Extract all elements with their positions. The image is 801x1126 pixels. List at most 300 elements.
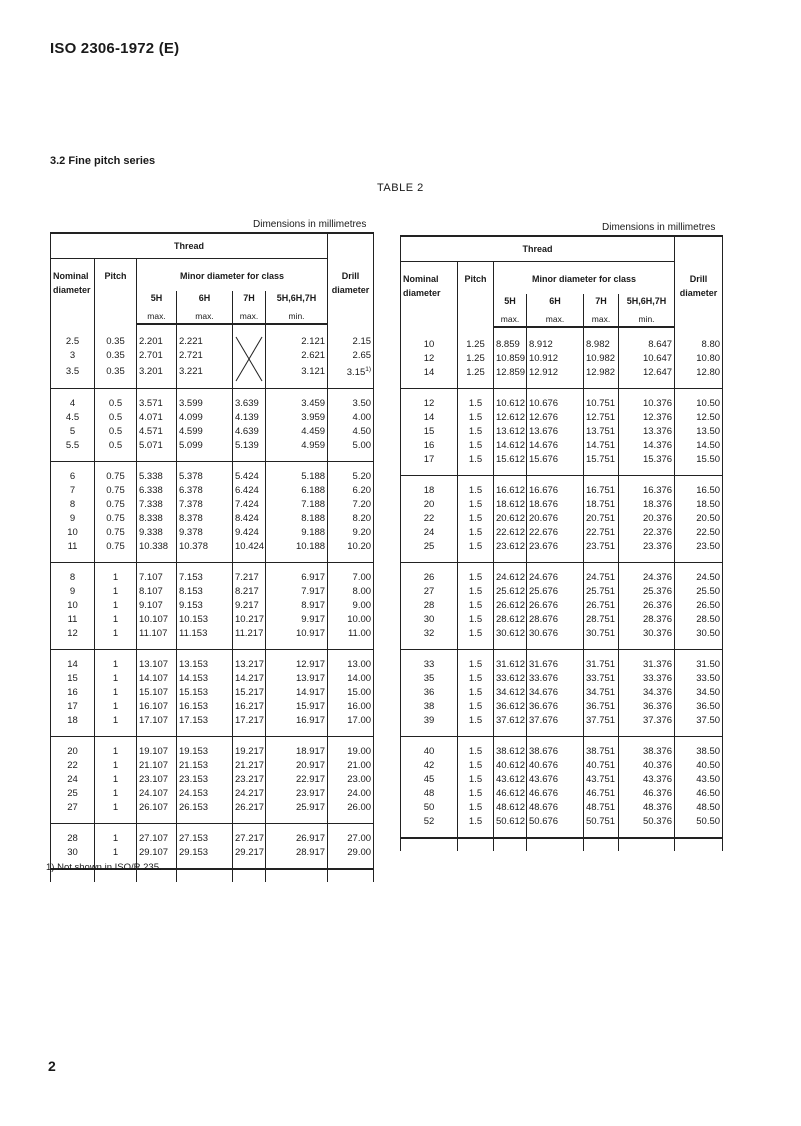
- nominal-diameter-cell: 11: [51, 613, 95, 627]
- minor-5h-cell: 10.859: [494, 352, 527, 366]
- nominal-diameter-cell: 50: [401, 801, 458, 815]
- drill-diameter-cell: 2.15: [328, 324, 374, 349]
- minor-5h6h7h-cell: 6.188: [266, 484, 328, 498]
- col-6h-header: 6H max.: [527, 294, 584, 327]
- minor-5h-cell: 26.107: [137, 801, 177, 824]
- pitch-cell: 1.5: [458, 815, 494, 838]
- nominal-diameter-cell: 4.5: [51, 411, 95, 425]
- minor-5h6h7h-cell: 26.376: [619, 599, 675, 613]
- drill-diameter-cell: 12.50: [675, 411, 723, 425]
- minor-5h-cell: 4.071: [137, 411, 177, 425]
- minor-5h6h7h-cell: 15.917: [266, 700, 328, 714]
- table-row: [51, 512, 374, 526]
- pitch-cell: 0.75: [95, 526, 137, 540]
- minor-5h6h7h-cell: 3.959: [266, 411, 328, 425]
- minor-7h-cell: 5.139: [233, 439, 266, 462]
- minor-7h-cell: 7.217: [233, 563, 266, 586]
- minor-5h-cell: 2.701: [137, 349, 177, 363]
- minor-7h-cell: 13.751: [584, 425, 619, 439]
- nominal-diameter-cell: 14: [51, 650, 95, 673]
- nominal-diameter-cell: 45: [401, 773, 458, 787]
- minor-5h6h7h-cell: 26.917: [266, 824, 328, 847]
- minor-7h-cell: 24.751: [584, 563, 619, 586]
- drill-diameter-cell: 3.15$^{1)}$: [328, 363, 374, 389]
- minor-5h6h7h-cell: 38.376: [619, 737, 675, 760]
- nominal-diameter-cell: 22: [401, 512, 458, 526]
- minor-6h-cell: 27.153: [177, 824, 233, 847]
- minor-7h-cell: 18.751: [584, 498, 619, 512]
- minor-6h-cell: 18.676: [527, 498, 584, 512]
- drill-diameter-cell: 24.00: [328, 787, 374, 801]
- thread-header: Thread: [51, 233, 328, 259]
- footnote: 1) Not shown in ISO/R 235.: [46, 862, 162, 873]
- minor-5h6h7h-cell: 33.376: [619, 672, 675, 686]
- minor-6h-cell: 24.676: [527, 563, 584, 586]
- minor-5h6h7h-cell: 7.917: [266, 585, 328, 599]
- minor-5h-cell: 5.338: [137, 462, 177, 485]
- minor-6h-cell: 13.153: [177, 650, 233, 673]
- minor-5h6h7h-cell: 8.917: [266, 599, 328, 613]
- pitch-cell: 1.5: [458, 540, 494, 563]
- minor-5h6h7h-cell: 24.376: [619, 563, 675, 586]
- nominal-diameter-header: Nominal diameter: [51, 259, 95, 325]
- nominal-diameter-cell: 4: [51, 389, 95, 412]
- minor-6h-cell: 36.676: [527, 700, 584, 714]
- minor-5h6h7h-cell: 3.459: [266, 389, 328, 412]
- drill-diameter-header: Drill diameter: [675, 262, 723, 328]
- minor-6h-cell: 3.599: [177, 389, 233, 412]
- minor-5h6h7h-cell: 40.376: [619, 759, 675, 773]
- minor-5h-cell: 9.107: [137, 599, 177, 613]
- nominal-diameter-cell: 17: [401, 453, 458, 476]
- minor-7h-cell: 16.217: [233, 700, 266, 714]
- drill-diameter-cell: 46.50: [675, 787, 723, 801]
- minor-5h-cell: 10.107: [137, 613, 177, 627]
- drill-diameter-cell: 38.50: [675, 737, 723, 760]
- minor-6h-cell: 8.378: [177, 512, 233, 526]
- pitch-cell: 1.5: [458, 512, 494, 526]
- nominal-diameter-cell: 7: [51, 484, 95, 498]
- col-7h-header: 7H max.: [584, 294, 619, 327]
- drill-diameter-cell: 10.80: [675, 352, 723, 366]
- minor-6h-cell: 46.676: [527, 787, 584, 801]
- minor-5h6h7h-cell: 50.376: [619, 815, 675, 838]
- pitch-cell: 1.5: [458, 439, 494, 453]
- table-row: [401, 512, 723, 526]
- minor-5h-cell: 50.612: [494, 815, 527, 838]
- minor-7h-cell: 17.217: [233, 714, 266, 737]
- drill-diameter-cell: 10.20: [328, 540, 374, 563]
- pitch-cell: 0.35: [95, 363, 137, 389]
- drill-diameter-cell: 15.50: [675, 453, 723, 476]
- table-row: [401, 453, 723, 476]
- minor-6h-cell: 16.676: [527, 476, 584, 499]
- nominal-diameter-cell: 33: [401, 650, 458, 673]
- drill-diameter-cell: 9.20: [328, 526, 374, 540]
- minor-5h6h7h-cell: 25.917: [266, 801, 328, 824]
- col-5h6h7h-header: 5H,6H,7H min.: [619, 294, 675, 327]
- minor-6h-cell: 6.378: [177, 484, 233, 498]
- minor-5h6h7h-cell: 7.188: [266, 498, 328, 512]
- pitch-cell: 0.5: [95, 439, 137, 462]
- minor-6h-cell: 22.676: [527, 526, 584, 540]
- minor-5h6h7h-cell: 46.376: [619, 787, 675, 801]
- table-row: [51, 700, 374, 714]
- minor-5h-cell: 13.612: [494, 425, 527, 439]
- minor-7h-cell: 8.982: [584, 327, 619, 352]
- nominal-diameter-cell: 35: [401, 672, 458, 686]
- table-row: [401, 737, 723, 760]
- nominal-diameter-cell: 24: [51, 773, 95, 787]
- table-row: [51, 389, 374, 412]
- minor-5h6h7h-cell: 36.376: [619, 700, 675, 714]
- minor-5h6h7h-cell: 12.917: [266, 650, 328, 673]
- minor-6h-cell: 48.676: [527, 801, 584, 815]
- minor-7h-cell: 38.751: [584, 737, 619, 760]
- table-row: [401, 476, 723, 499]
- minor-6h-cell: 15.676: [527, 453, 584, 476]
- drill-diameter-cell: 8.80: [675, 327, 723, 352]
- minor-6h-cell: 23.676: [527, 540, 584, 563]
- minor-6h-cell: 43.676: [527, 773, 584, 787]
- minor-6h-cell: 9.153: [177, 599, 233, 613]
- drill-diameter-cell: 11.00: [328, 627, 374, 650]
- pitch-header: Pitch: [458, 262, 494, 328]
- pitch-cell: 1: [95, 613, 137, 627]
- minor-6h-cell: 4.599: [177, 425, 233, 439]
- pitch-cell: 1.5: [458, 627, 494, 650]
- minor-7h-cell: 43.751: [584, 773, 619, 787]
- table-row: [51, 801, 374, 824]
- pitch-cell: 1: [95, 599, 137, 613]
- section-title: 3.2 Fine pitch series: [50, 155, 156, 167]
- drill-diameter-cell: 26.00: [328, 801, 374, 824]
- drill-diameter-cell: 2.65: [328, 349, 374, 363]
- minor-6h-cell: 24.153: [177, 787, 233, 801]
- minor-7h-cell: 30.751: [584, 627, 619, 650]
- table-row: [51, 714, 374, 737]
- page-number: 2: [48, 1058, 56, 1074]
- nominal-diameter-cell: 48: [401, 787, 458, 801]
- minor-7h-cell: 10.751: [584, 389, 619, 412]
- minor-5h6h7h-cell: 37.376: [619, 714, 675, 737]
- col-5h-header: 5H max.: [494, 294, 527, 327]
- minor-5h-cell: 31.612: [494, 650, 527, 673]
- minor-6h-cell: 5.099: [177, 439, 233, 462]
- minor-6h-cell: 14.153: [177, 672, 233, 686]
- table-row: [51, 627, 374, 650]
- minor-5h6h7h-cell: 10.376: [619, 389, 675, 412]
- nominal-diameter-cell: 10: [401, 327, 458, 352]
- drill-diameter-cell: 33.50: [675, 672, 723, 686]
- drill-diameter-cell: 24.50: [675, 563, 723, 586]
- drill-diameter-header: Drill diameter: [328, 259, 374, 325]
- minor-5h-cell: 10.338: [137, 540, 177, 563]
- table-row: [51, 599, 374, 613]
- minor-7h-cell: 6.424: [233, 484, 266, 498]
- drill-diameter-cell: 20.50: [675, 512, 723, 526]
- minor-6h-cell: 26.676: [527, 599, 584, 613]
- minor-6h-cell: 7.153: [177, 563, 233, 586]
- pitch-cell: 1: [95, 585, 137, 599]
- minor-5h6h7h-cell: 20.376: [619, 512, 675, 526]
- pitch-cell: 1.25: [458, 366, 494, 389]
- minor-5h6h7h-cell: 12.647: [619, 366, 675, 389]
- drill-diameter-cell: 50.50: [675, 815, 723, 838]
- table-row: [401, 526, 723, 540]
- drill-diameter-cell: 25.50: [675, 585, 723, 599]
- minor-5h-cell: 25.612: [494, 585, 527, 599]
- nominal-diameter-cell: 3: [51, 349, 95, 363]
- minor-5h-cell: 24.612: [494, 563, 527, 586]
- minor-5h-cell: 38.612: [494, 737, 527, 760]
- table-row: [401, 585, 723, 599]
- minor-6h-cell: 21.153: [177, 759, 233, 773]
- minor-5h-cell: 15.107: [137, 686, 177, 700]
- drill-diameter-cell: 48.50: [675, 801, 723, 815]
- minor-5h-cell: 24.107: [137, 787, 177, 801]
- table-row: [51, 787, 374, 801]
- minor-7h-cell: 46.751: [584, 787, 619, 801]
- minor-6h-cell: 5.378: [177, 462, 233, 485]
- minor-6h-cell: 37.676: [527, 714, 584, 737]
- table-row: [401, 700, 723, 714]
- thread-header: Thread: [401, 236, 675, 262]
- nominal-diameter-cell: 10: [51, 599, 95, 613]
- minor-5h-cell: 30.612: [494, 627, 527, 650]
- minor-5h-cell: 34.612: [494, 686, 527, 700]
- minor-5h6h7h-cell: 23.376: [619, 540, 675, 563]
- minor-5h-cell: 6.338: [137, 484, 177, 498]
- table-row: [51, 773, 374, 787]
- minor-6h-cell: 2.221: [177, 324, 233, 349]
- minor-6h-cell: 31.676: [527, 650, 584, 673]
- nominal-diameter-cell: 52: [401, 815, 458, 838]
- drill-diameter-cell: 5.20: [328, 462, 374, 485]
- minor-7h-cell: 15.217: [233, 686, 266, 700]
- minor-5h-cell: 19.107: [137, 737, 177, 760]
- minor-7h-cell: 31.751: [584, 650, 619, 673]
- nominal-diameter-cell: 20: [51, 737, 95, 760]
- nominal-diameter-cell: 8: [51, 563, 95, 586]
- minor-5h-cell: 20.612: [494, 512, 527, 526]
- table-row: [401, 627, 723, 650]
- footnote-ref: 1): [365, 366, 372, 373]
- drill-diameter-cell: 16.50: [675, 476, 723, 499]
- minor-6h-cell: 15.153: [177, 686, 233, 700]
- minor-6h-cell: 10.153: [177, 613, 233, 627]
- minor-6h-cell: 12.676: [527, 411, 584, 425]
- pitch-cell: 1.5: [458, 773, 494, 787]
- drill-diameter-cell: 14.50: [675, 439, 723, 453]
- minor-diameter-header: Minor diameter for class: [137, 259, 328, 292]
- minor-5h6h7h-cell: 10.647: [619, 352, 675, 366]
- minor-5h6h7h-cell: 23.917: [266, 787, 328, 801]
- minor-5h-cell: 29.107: [137, 846, 177, 869]
- pitch-cell: 0.75: [95, 484, 137, 498]
- nominal-diameter-cell: 18: [51, 714, 95, 737]
- minor-7h-cell: 50.751: [584, 815, 619, 838]
- pitch-cell: 1.5: [458, 801, 494, 815]
- table-row: [401, 411, 723, 425]
- table-row: [51, 686, 374, 700]
- pitch-cell: 0.5: [95, 389, 137, 412]
- nominal-diameter-cell: 17: [51, 700, 95, 714]
- pitch-cell: 1.5: [458, 787, 494, 801]
- minor-6h-cell: 14.676: [527, 439, 584, 453]
- table-row: [51, 613, 374, 627]
- dimensions-note-right: Dimensions in millimetres: [602, 222, 716, 233]
- pitch-cell: 1.5: [458, 453, 494, 476]
- minor-7h-cell: 13.217: [233, 650, 266, 673]
- minor-7h-cell: 27.217: [233, 824, 266, 847]
- table-row: [51, 650, 374, 673]
- pitch-cell: 1.5: [458, 650, 494, 673]
- minor-5h6h7h-cell: 2.621: [266, 349, 328, 363]
- minor-5h-cell: 7.107: [137, 563, 177, 586]
- minor-5h-cell: 21.107: [137, 759, 177, 773]
- nominal-diameter-cell: 18: [401, 476, 458, 499]
- drill-diameter-cell: 10.00: [328, 613, 374, 627]
- table-row: [401, 714, 723, 737]
- nominal-diameter-cell: 12: [401, 352, 458, 366]
- nominal-diameter-cell: 12: [401, 389, 458, 412]
- pitch-cell: 1.5: [458, 759, 494, 773]
- drill-diameter-cell: 7.00: [328, 563, 374, 586]
- drill-diameter-cell: 37.50: [675, 714, 723, 737]
- drill-diameter-cell: 23.00: [328, 773, 374, 787]
- pitch-cell: 0.5: [95, 425, 137, 439]
- pitch-cell: 1.5: [458, 613, 494, 627]
- pitch-cell: 1: [95, 686, 137, 700]
- pitch-cell: 0.5: [95, 411, 137, 425]
- minor-6h-cell: 16.153: [177, 700, 233, 714]
- drill-diameter-cell: 10.50: [675, 389, 723, 412]
- minor-5h-cell: 22.612: [494, 526, 527, 540]
- minor-5h6h7h-cell: 16.376: [619, 476, 675, 499]
- minor-7h-cell: 21.217: [233, 759, 266, 773]
- minor-7h-cell: 4.139: [233, 411, 266, 425]
- minor-5h6h7h-cell: 9.188: [266, 526, 328, 540]
- minor-6h-cell: 8.912: [527, 327, 584, 352]
- minor-5h6h7h-cell: 8.188: [266, 512, 328, 526]
- pitch-cell: 1: [95, 773, 137, 787]
- table-row: [401, 787, 723, 801]
- table-row: [51, 439, 374, 462]
- nominal-diameter-header: Nominal diameter: [401, 262, 458, 328]
- nominal-diameter-cell: 32: [401, 627, 458, 650]
- table-row: [401, 773, 723, 787]
- nominal-diameter-cell: 38: [401, 700, 458, 714]
- drill-diameter-cell: 16.00: [328, 700, 374, 714]
- drill-diameter-cell: 36.50: [675, 700, 723, 714]
- nominal-diameter-cell: 8: [51, 498, 95, 512]
- nominal-diameter-cell: 30: [401, 613, 458, 627]
- table-row: [401, 425, 723, 439]
- minor-5h-cell: 2.201: [137, 324, 177, 349]
- minor-7h-cell: 7.424: [233, 498, 266, 512]
- minor-5h-cell: 37.612: [494, 714, 527, 737]
- drill-diameter-cell: 43.50: [675, 773, 723, 787]
- table-row: [401, 563, 723, 586]
- minor-7h-cell: 33.751: [584, 672, 619, 686]
- drill-diameter-cell: 28.50: [675, 613, 723, 627]
- pitch-header: Pitch: [95, 259, 137, 325]
- pitch-cell: 1.5: [458, 411, 494, 425]
- minor-6h-cell: 28.676: [527, 613, 584, 627]
- minor-5h6h7h-cell: 13.376: [619, 425, 675, 439]
- table-row: [401, 498, 723, 512]
- pitch-cell: 1: [95, 737, 137, 760]
- drill-diameter-cell: 34.50: [675, 686, 723, 700]
- minor-6h-cell: 25.676: [527, 585, 584, 599]
- nominal-diameter-cell: 25: [401, 540, 458, 563]
- drill-diameter-cell: 8.00: [328, 585, 374, 599]
- minor-6h-cell: 20.676: [527, 512, 584, 526]
- drill-diameter-cell: 21.00: [328, 759, 374, 773]
- nominal-diameter-cell: 20: [401, 498, 458, 512]
- minor-6h-cell: 40.676: [527, 759, 584, 773]
- minor-5h6h7h-cell: 34.376: [619, 686, 675, 700]
- drill-diameter-cell: 7.20: [328, 498, 374, 512]
- nominal-diameter-cell: 27: [51, 801, 95, 824]
- minor-5h6h7h-cell: 12.376: [619, 411, 675, 425]
- minor-6h-cell: 17.153: [177, 714, 233, 737]
- table-row: [401, 366, 723, 389]
- thread-table-right: [400, 235, 722, 851]
- minor-5h6h7h-cell: 14.917: [266, 686, 328, 700]
- minor-7h-cell: 5.424: [233, 462, 266, 485]
- nominal-diameter-cell: 27: [401, 585, 458, 599]
- drill-diameter-cell: 13.50: [675, 425, 723, 439]
- table-row: [51, 411, 374, 425]
- pitch-cell: 1: [95, 627, 137, 650]
- minor-7h-cell: 22.751: [584, 526, 619, 540]
- nominal-diameter-cell: 2.5: [51, 324, 95, 349]
- table-row: [401, 352, 723, 366]
- minor-5h-cell: 28.612: [494, 613, 527, 627]
- minor-5h-cell: 27.107: [137, 824, 177, 847]
- drill-diameter-cell: 19.00: [328, 737, 374, 760]
- minor-7h-cell: 19.217: [233, 737, 266, 760]
- nominal-diameter-cell: 28: [401, 599, 458, 613]
- minor-5h6h7h-cell: 43.376: [619, 773, 675, 787]
- drill-diameter-cell: 18.50: [675, 498, 723, 512]
- minor-5h-cell: 8.338: [137, 512, 177, 526]
- minor-5h-cell: 5.071: [137, 439, 177, 462]
- minor-5h6h7h-cell: 4.959: [266, 439, 328, 462]
- pitch-cell: 1.5: [458, 425, 494, 439]
- minor-5h6h7h-cell: 16.917: [266, 714, 328, 737]
- nominal-diameter-cell: 5: [51, 425, 95, 439]
- minor-5h-cell: 46.612: [494, 787, 527, 801]
- table-row: [51, 349, 374, 363]
- table-row: [401, 759, 723, 773]
- pitch-cell: 1.5: [458, 526, 494, 540]
- minor-5h-cell: 3.571: [137, 389, 177, 412]
- minor-5h-cell: 3.201: [137, 363, 177, 389]
- minor-5h-cell: 43.612: [494, 773, 527, 787]
- drill-diameter-cell: 4.50: [328, 425, 374, 439]
- pitch-cell: 1: [95, 759, 137, 773]
- nominal-diameter-cell: 12: [51, 627, 95, 650]
- minor-6h-cell: 38.676: [527, 737, 584, 760]
- pitch-cell: 1: [95, 801, 137, 824]
- minor-7h-cell: 8.217: [233, 585, 266, 599]
- pitch-cell: 0.75: [95, 498, 137, 512]
- minor-5h6h7h-cell: 18.917: [266, 737, 328, 760]
- pitch-cell: 1: [95, 650, 137, 673]
